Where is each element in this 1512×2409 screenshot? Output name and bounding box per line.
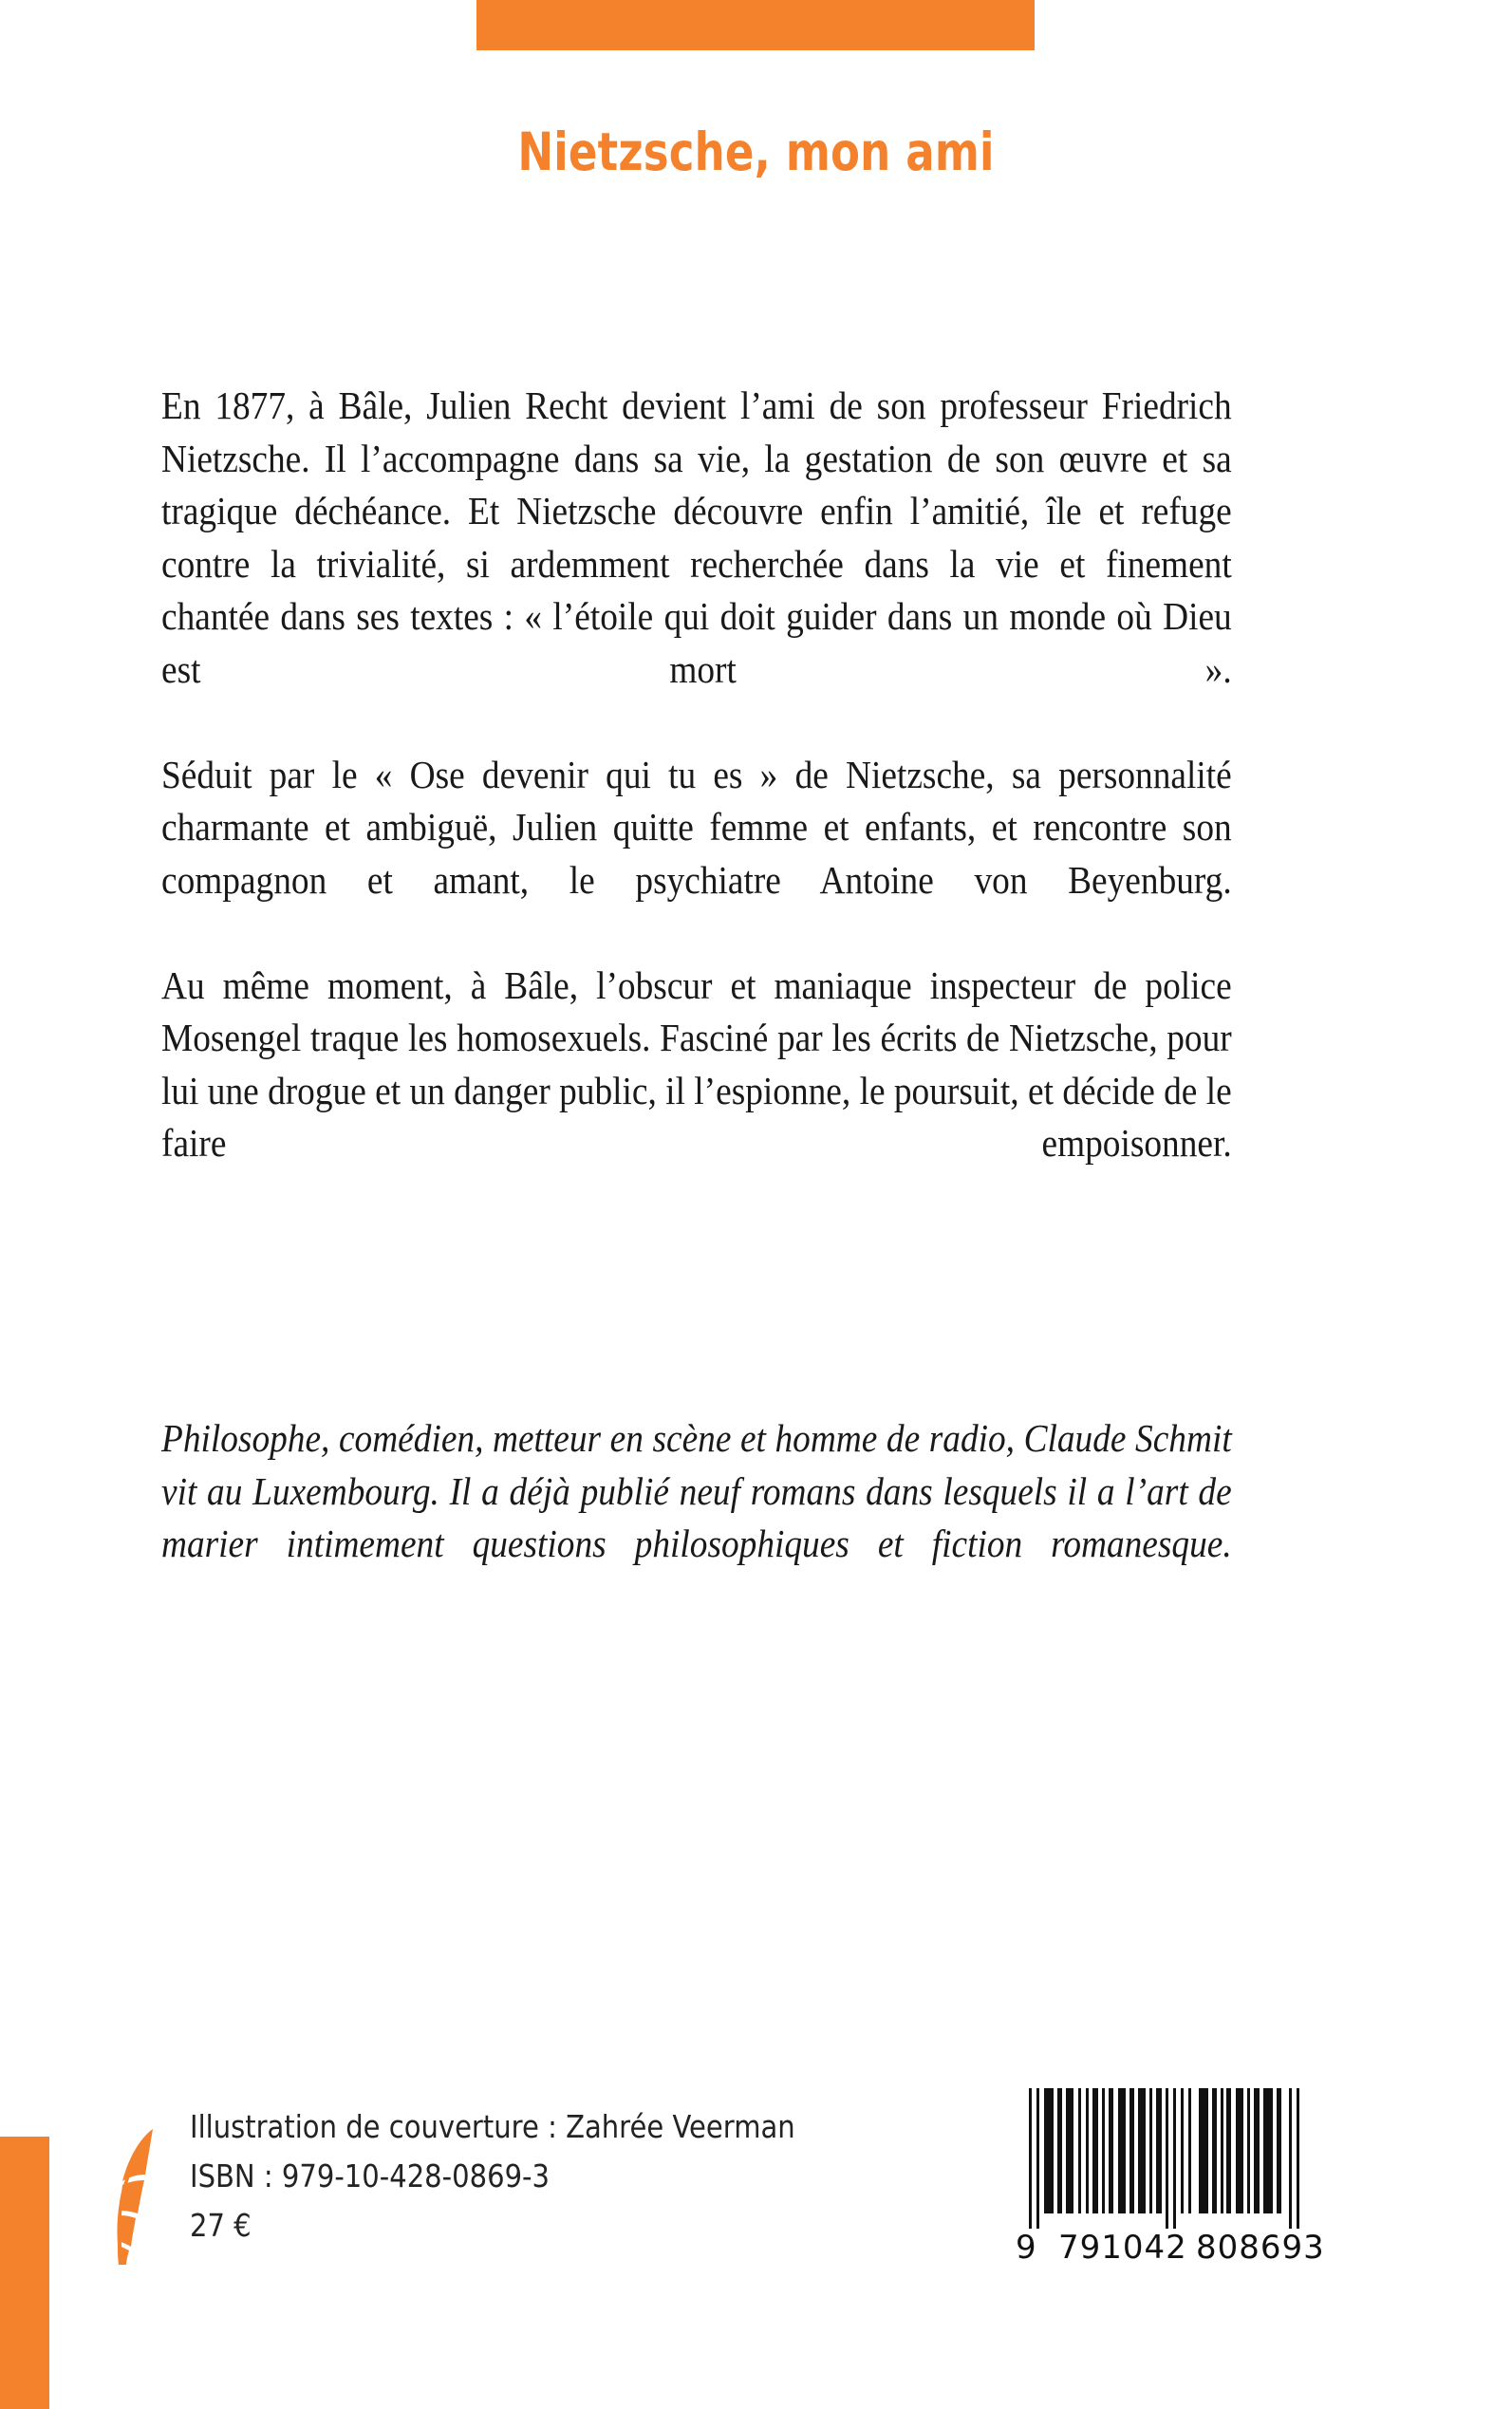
illustration-credit: Illustration de couverture : Zahrée Veerman: [190, 2108, 795, 2145]
ean13-barcode: [1014, 2088, 1325, 2278]
bottom-left-orange-block: [0, 2137, 49, 2409]
blurb-paragraph: Séduit par le « Ose devenir qui tu es » de Nietzsche, sa personnalité charmante et ambiguë, Julien quitte femme et enfants, et rencontre son compagnon et amant, le psychiatre Antoine von Beyenburg.: [161, 752, 1232, 902]
feather-quill-logo: [112, 2122, 159, 2265]
top-orange-bar: [476, 0, 1035, 50]
page-title: Nietzsche, mon ami: [517, 121, 995, 182]
author-bio-paragraph: Philosophe, comédien, metteur en scène et homme de radio, Claude Schmit vit au Luxembourg. Il a déjà publié neuf romans dans lesquels il a l’art de marier intimement questions philosophiques et fiction romanesque.: [161, 1416, 1232, 1565]
book-blurb: [161, 380, 1232, 1223]
barcode-bars: [1014, 2088, 1314, 2213]
footer-text-block: [190, 2102, 795, 2250]
author-bio: [161, 1412, 1232, 1623]
barcode-digit-group-mid: 791042: [1058, 2229, 1187, 2267]
blurb-paragraph: Au même moment, à Bâle, l’obscur et maniaque inspecteur de police Mosengel traque les homosexuels. Fasciné par les écrits de Nietzsche, pour lui une drogue et un danger public, il l’espionne, le poursuit, et décide de le faire empoisonner.: [161, 962, 1232, 1165]
barcode-digit-group-right: 808693: [1196, 2229, 1325, 2267]
isbn-line: ISBN : 979-10-428-0869-3: [190, 2157, 551, 2194]
price-line: 27 €: [190, 2207, 252, 2244]
barcode-digit-group-left: 9: [1016, 2229, 1037, 2267]
blurb-paragraph: En 1877, à Bâle, Julien Recht devient l’ami de son professeur Friedrich Nietzsche. Il l’accompagne dans sa vie, la gestation de son œuvre et sa tragique déchéance. Et Nietzsche découvre enfin l’amitié, île et refuge contre la trivialité, si ardemment recherchée dans la vie et finement chantée dans ses textes : « l’étoile qui doit guider dans un monde où Dieu est mort ».: [161, 383, 1232, 691]
barcode-digits: [1014, 2229, 1325, 2267]
